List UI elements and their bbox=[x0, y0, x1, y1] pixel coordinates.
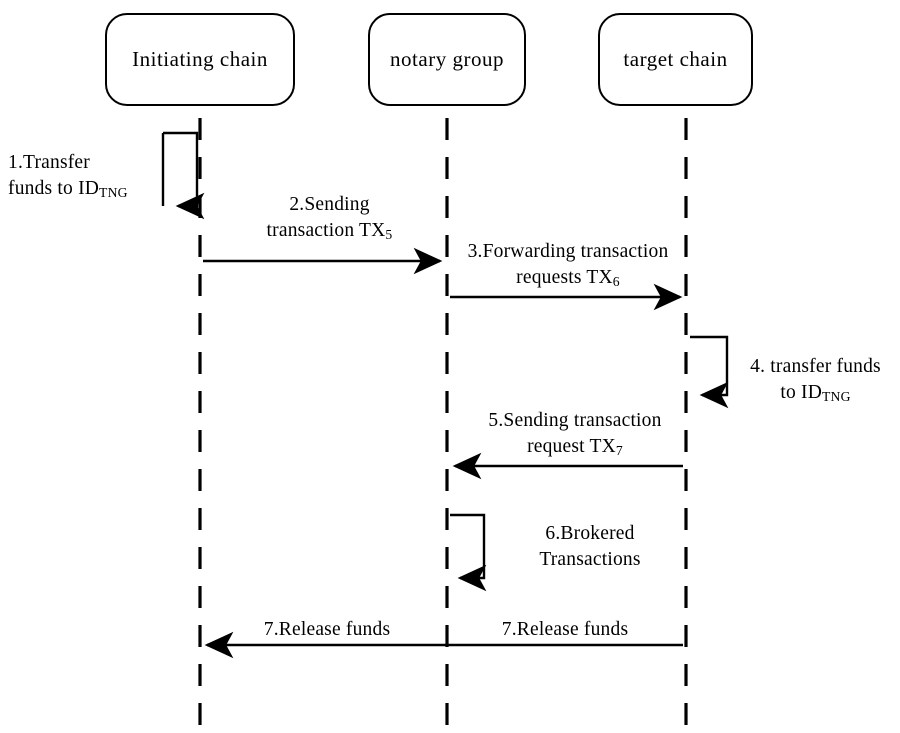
message-label-m7a-line1: 7.Release funds bbox=[263, 619, 391, 640]
message-label-m1-id: $ID_{TNG}$ bbox=[78, 177, 128, 200]
lifeline-box-notary-group[interactable] bbox=[368, 13, 526, 106]
lifeline-box-target-chain[interactable] bbox=[598, 13, 753, 106]
message-label-m1-line2: funds to $ID_{TNG}$ bbox=[8, 177, 128, 200]
message-label-m5-line2: request $TX_7$ bbox=[527, 435, 623, 458]
message-label-m4-id: $ID_{TNG}$ bbox=[801, 381, 851, 404]
message-label-m6-line2: Transactions bbox=[539, 548, 641, 570]
lifeline-box-initiating-chain[interactable] bbox=[105, 13, 295, 106]
message-label-m7b-line1: 7.Release funds bbox=[501, 619, 629, 640]
message-label-m1-line1: 1.Transfer bbox=[8, 152, 90, 173]
message-label-m6-line1: 6.Brokered bbox=[545, 523, 635, 544]
message-label-m4-line1: 4. transfer funds bbox=[750, 356, 881, 377]
message-label-m1 bbox=[8, 150, 158, 202]
message-label-m5 bbox=[455, 408, 695, 460]
message-label-m7a bbox=[232, 617, 422, 643]
lifeline-label-target-chain: target chain bbox=[623, 47, 728, 71]
lifeline-label-notary-group: notary group bbox=[390, 47, 504, 71]
message-label-m6 bbox=[495, 521, 685, 572]
message-arrow-m1 bbox=[163, 133, 197, 206]
message-arrow-m6 bbox=[450, 515, 484, 578]
message-label-m3-line2: requests $TX_6$ bbox=[516, 266, 620, 289]
message-label-m2-line1: 2.Sending bbox=[289, 194, 370, 215]
message-label-m7b bbox=[470, 617, 660, 643]
message-label-m3 bbox=[443, 239, 693, 291]
message-label-m5-line1: 5.Sending transaction bbox=[488, 410, 662, 431]
message-label-m2 bbox=[222, 192, 437, 244]
message-arrow-m4 bbox=[690, 337, 727, 395]
message-label-m2-line2: transaction $TX_5$ bbox=[266, 219, 393, 242]
lifeline-label-initiating-chain: Initiating chain bbox=[132, 47, 268, 71]
message-label-m4 bbox=[733, 354, 898, 406]
message-label-m4-line2: to $ID_{TNG}$ bbox=[780, 381, 851, 404]
message-label-m3-line1: 3.Forwarding transaction bbox=[467, 241, 669, 262]
